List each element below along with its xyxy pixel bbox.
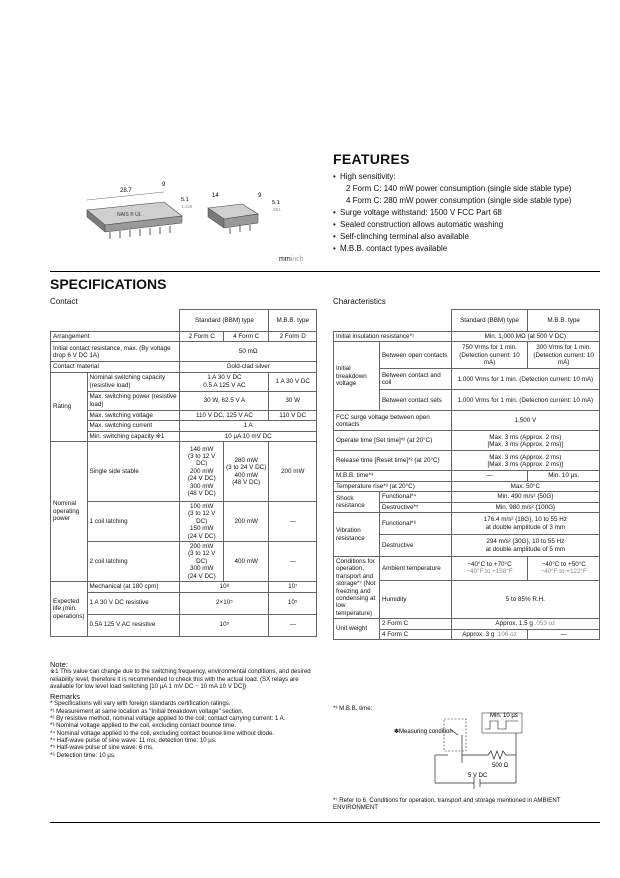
cell: 294 m/s² {30G}, 10 to 55 Hz at double amplitude of 5 mm — [451, 535, 599, 557]
row-label: Between contact and coil — [379, 369, 451, 390]
row-label: Mechanical (at 180 cpm) — [87, 582, 180, 592]
cell: 2×10⁵ — [180, 592, 269, 614]
remark-item: *⁴ Nominal voltage applied to the coil, excluding contact bounce time without diode. — [50, 729, 275, 737]
cell: 110 V DC — [269, 410, 317, 420]
cell: 100 mW (3 to 12 V DC) 150 mW (24 V DC) — [180, 502, 224, 542]
cell: Gold-clad silver — [180, 362, 317, 372]
cell: — — [528, 629, 600, 639]
feature-item: • M.B.B. contact types available — [333, 243, 618, 255]
row-label: Nominal switching capacity (resistive load) — [87, 372, 180, 391]
cell: 300 Vrms for 1 min. (Detection current: 10 mA) — [528, 342, 600, 369]
row-label: Temperature rise*³ (at 20°C) — [334, 481, 452, 491]
cell: Min. 1,000 MΩ (at 500 V DC) — [451, 332, 599, 342]
cell: 1 A 30 V DC 0.5 A 125 V AC — [180, 372, 269, 391]
cell-imperial: −40°F to +158°F — [466, 568, 513, 576]
group-label: Conditions for operation, transport and storage*⁷ (Not freezing and condensing at low temperature) — [334, 557, 380, 619]
group-label: Unit weight — [334, 619, 380, 640]
cell: 1 A 30 V DC — [269, 372, 317, 391]
remark-item: *¹ Measurement at same location as "Initial breakdown voltage" section. — [50, 707, 244, 715]
notes-block — [50, 661, 318, 759]
header-mbb: M.B.B. type — [269, 310, 317, 332]
remark-item: *² By resistive method, nominal voltage applied to the coil; contact carrying current: 1 A. — [50, 715, 286, 723]
cell: 200 mW — [269, 442, 317, 502]
cell: — — [269, 502, 317, 542]
mbb-measuring-circuit-diagram — [380, 705, 540, 797]
cell: Max. 50°C — [451, 481, 599, 491]
cell-metric: Approx. 1.5 g — [495, 620, 533, 628]
header-standard: Standard (BBM) type — [180, 310, 269, 332]
cell: 10⁷ — [269, 582, 317, 592]
characteristics-table — [333, 309, 600, 640]
cell: 1,000 Vrms for 1 min. (Detection current: 10 mA) — [451, 390, 599, 411]
feature-item: • Surge voltage withstand: 1500 V FCC Part 68 — [333, 207, 618, 219]
remark-item: * Specifications will vary with foreign standards certification ratings. — [50, 700, 231, 708]
row-label: 1 coil latching — [87, 502, 180, 542]
cell: 400 mW — [223, 542, 268, 582]
relay-drawing-4-form-c — [200, 186, 295, 246]
relay-drawing-2-form-c — [82, 170, 197, 250]
remark-item: *⁴ Half-wave pulse of sine wave: 11 ms; detection time: 10 µs. — [50, 736, 217, 744]
unit-inch: inch — [290, 256, 304, 263]
dim-height-small: 5.1 — [272, 200, 280, 206]
measuring-condition-label: ✽Measuring condition — [394, 729, 453, 735]
characteristics-section-label: Characteristics — [333, 297, 386, 306]
row-label: Operate time [Set time]*² (at 20°C) — [334, 431, 452, 451]
row-label: 0.5A 125 V AC resistive — [87, 614, 180, 636]
cell: — — [269, 614, 317, 636]
row-label: Single side stable — [87, 442, 180, 502]
features-title: FEATURES — [333, 151, 410, 167]
cell: 50 mΩ — [180, 342, 317, 362]
cell-metric: Approx. 3 g — [462, 630, 495, 638]
group-label: Rating — [51, 372, 88, 441]
row-label: Min. switching capacity ※1 — [87, 431, 180, 441]
row-label: 2 coil latching — [87, 542, 180, 582]
row-label: Max. switching voltage — [87, 410, 180, 420]
header-standard: Standard (BBM) type — [451, 310, 528, 332]
cell: Max. 3 ms (Approx. 2 ms) [Max. 3 ms (Approx. 2 ms)] — [451, 451, 599, 471]
remark-item: *⁵ Half-wave pulse of sine wave: 6 ms. — [50, 744, 154, 752]
group-label: Initial breakdown voltage — [334, 342, 380, 411]
row-label: Max. switching power (resistive load) — [87, 391, 180, 410]
cell: 750 Vrms for 1 min. (Detection current: 10 mA) — [451, 342, 528, 369]
cell: 5 to 85% R.H. — [451, 580, 599, 619]
footnote-7: *⁷ Refer to 6. Conditions for operation, transport and storage mentioned in AMBIENT ENVIRONMENT — [333, 797, 561, 812]
group-label: Expected life (min. operations) — [51, 582, 88, 636]
remarks-title: Remarks — [50, 692, 81, 702]
cell — [451, 619, 599, 629]
cell: 1,500 V — [451, 411, 599, 431]
cell: 2 Form C — [180, 332, 224, 342]
unit-label — [279, 256, 304, 263]
svg-text:NAIS ® UL: NAIS ® UL — [117, 212, 142, 218]
row-label: Humidity — [379, 580, 451, 619]
cell-metric: −40°C to +50°C — [541, 560, 586, 568]
row-label: Release time [Reset time]*² (at 20°C) — [334, 451, 452, 471]
row-label: Contact material — [51, 362, 180, 372]
row-label: 2 Form C — [379, 619, 451, 629]
cell: Max. 3 ms (Approx. 2 ms) [Max. 3 ms (Approx. 2 ms)] — [451, 431, 599, 451]
cell: 200 mW — [223, 502, 268, 542]
row-label: Initial contact resistance, max. (By voltage drop 6 V DC 1A) — [51, 342, 180, 362]
cell-imperial: .106 oz — [496, 630, 517, 638]
row-label: Ambient temperature — [379, 557, 451, 581]
dim-pitch-small: .551 — [272, 207, 281, 212]
row-label: Destructive — [379, 535, 451, 557]
cell: 30 W — [269, 391, 317, 410]
resistor-label: 500 Ω — [492, 763, 509, 769]
cell: 2 Form D — [269, 332, 317, 342]
remark-item: *⁶ Detection time: 10 µs. — [50, 751, 116, 759]
dim-pitch: 1.126 — [181, 204, 193, 209]
dim-height: 5.1 — [181, 197, 189, 203]
cell: Min. 980 m/s² {100G} — [451, 502, 599, 512]
cell: — — [269, 542, 317, 582]
cell: 1,000 Vrms for 1 min. (Detection current: 10 mA) — [451, 369, 599, 390]
cell: 200 mW (3 to 12 V DC) 300 mW (24 V DC) — [180, 542, 224, 582]
row-label: Between open contacts — [379, 342, 451, 369]
divider-bottom — [50, 822, 600, 823]
mbb-title: *³ M.B.B. time: — [333, 705, 373, 712]
feature-item: • Self-clinching terminal also available — [333, 231, 618, 243]
specifications-title: SPECIFICATIONS — [50, 276, 167, 292]
row-label: FCC surge voltage between open contacts — [334, 411, 452, 431]
relay-box — [444, 719, 466, 751]
cell: 10⁵ — [180, 614, 269, 636]
note-1: ※1 This value can change due to the switching frequency, environmental conditions, and desired reliability level, therefore it is recommended to check this with the actual load. (SX relays are available for low level load switching [10 µA 1 mV DC − 10 mA 10 V DC]) — [50, 668, 311, 690]
row-label: Between contact sets — [379, 390, 451, 411]
dim-width-small: 9 — [258, 193, 262, 199]
row-label: 1 A 30 V DC resistive — [87, 592, 180, 614]
feature-subitem: 4 Form C: 280 mW power consumption (single side stable type) — [346, 196, 572, 205]
header-mbb: M.B.B. type — [528, 310, 600, 332]
cell-metric: −40°C to +70°C — [467, 560, 512, 568]
row-label: Destructive*⁵ — [379, 502, 451, 512]
dim-width: 9 — [162, 182, 166, 188]
contact-table — [50, 309, 317, 637]
cell — [451, 629, 528, 639]
feature-item: • High sensitivity: — [333, 171, 618, 183]
cell-imperial: .053 oz — [534, 620, 556, 628]
divider-top — [50, 271, 600, 272]
row-label: Max. switching current — [87, 421, 180, 431]
cell: 140 mW (3 to 12 V DC) 200 mW (24 V DC) 300 mW (48 V DC) — [180, 442, 224, 502]
cell: 10 µA 10 mV DC — [180, 431, 317, 441]
cell: 10⁵ — [269, 592, 317, 614]
features-list — [333, 171, 618, 255]
cell: 280 mW (3 to 24 V DC) 400 mW (48 V DC) — [223, 442, 268, 502]
group-label: Vibration resistance — [334, 513, 380, 557]
row-label: Arrangement — [51, 332, 180, 342]
cell: 30 W, 62.5 V A — [180, 391, 269, 410]
supply-label: 5 V DC — [468, 773, 488, 779]
dim-length-small: 14 — [212, 193, 219, 199]
cell: 10⁸ — [180, 582, 269, 592]
cell: 1 A — [180, 421, 317, 431]
dim-length: 28.7 — [120, 188, 132, 194]
cell: 4 Form C — [223, 332, 268, 342]
cell: 176.4 m/s² {18G}, 10 to 55 Hz at double amplitude of 3 mm — [451, 513, 599, 535]
mbb-min-label: Min. 10 µs — [490, 713, 518, 719]
cell-imperial: −40°F to +122°F — [540, 568, 587, 576]
row-label: Functional*⁴ — [379, 492, 451, 502]
cell: — — [451, 471, 528, 481]
row-label: M.B.B. time*³ — [334, 471, 452, 481]
unit-mm: mm — [279, 256, 291, 263]
feature-subitem: 2 Form C: 140 mW power consumption (single side stable type) — [346, 184, 572, 193]
feature-item: • Sealed construction allows automatic washing — [333, 219, 618, 231]
cell — [528, 557, 600, 581]
row-label: Initial insulation resistance*¹ — [334, 332, 452, 342]
row-label: Functional*⁶ — [379, 513, 451, 535]
cell: Min. 490 m/s² {50G} — [451, 492, 599, 502]
cell — [451, 557, 528, 581]
cell: Min. 10 µs. — [528, 471, 600, 481]
group-label: Shock resistance — [334, 492, 380, 513]
cell: 110 V DC, 125 V AC — [180, 410, 269, 420]
notes-title: Note: — [50, 660, 68, 669]
group-label: Nominal operating power — [51, 442, 88, 582]
remark-item: *³ Nominal voltage applied to the coil, excluding contact bounce time. — [50, 722, 236, 730]
resistor-symbol — [488, 751, 506, 759]
contact-section-label: Contact — [50, 297, 78, 306]
row-label: 4 Form C — [379, 629, 451, 639]
